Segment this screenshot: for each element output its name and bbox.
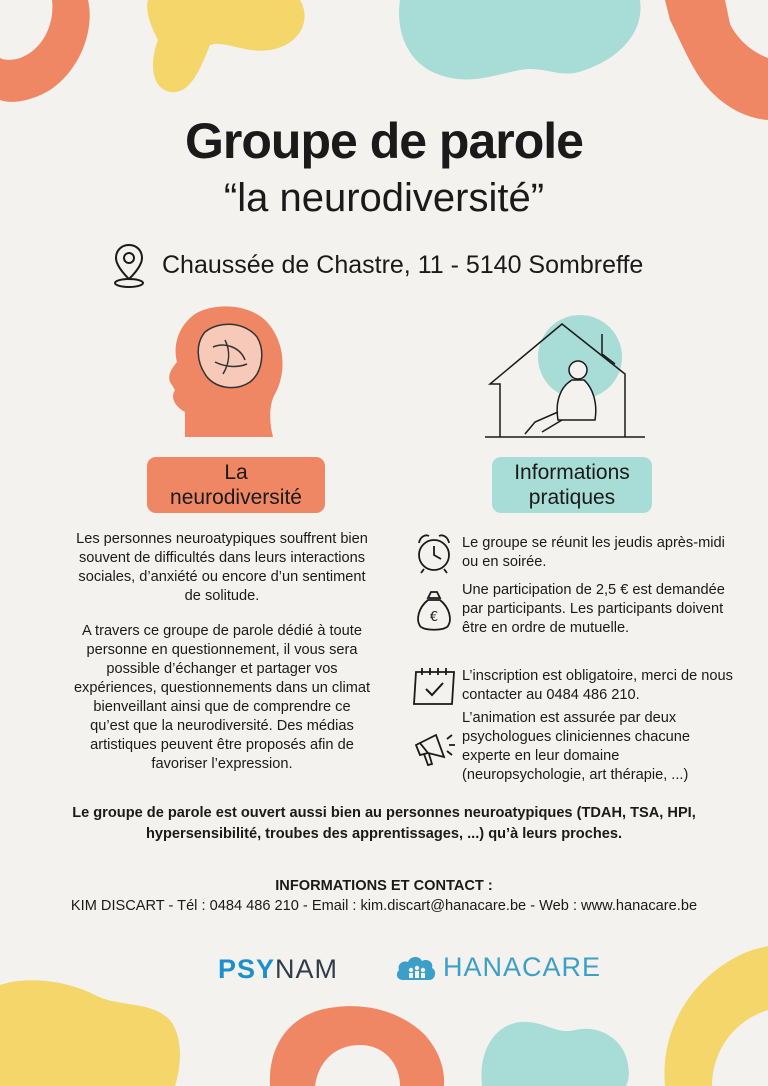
alarm-clock-icon xyxy=(410,529,460,577)
page-title: Groupe de parole xyxy=(185,113,583,169)
contact-title: INFORMATIONS ET CONTACT : xyxy=(275,878,493,894)
megaphone-icon xyxy=(410,723,460,771)
info-text-schedule: Le groupe se réunit les jeudis après-midi ou en soirée. xyxy=(462,535,725,570)
money-bag-icon xyxy=(410,586,460,634)
info-item-animation xyxy=(410,709,740,785)
house-illustration xyxy=(480,302,650,442)
info-text-registration: L’inscription est obligatoire, merci de nous contacter au 0484 486 210. xyxy=(462,668,733,703)
badge-informations-pratiques xyxy=(492,457,652,513)
yellow-leaf-top xyxy=(147,0,304,92)
teal-blob-bottom xyxy=(481,1022,628,1086)
badge-right-line1: Informations xyxy=(514,461,630,484)
hanacare-logo xyxy=(395,950,601,984)
info-item-fee xyxy=(410,581,740,638)
info-item-schedule xyxy=(410,529,740,577)
hanacare-logo-text: HANACARE xyxy=(443,951,602,982)
badge-left-line2: neurodiversité xyxy=(170,486,302,509)
info-text-animation: L’animation est assurée par deux psychologues cliniciennes chacune experte en leur domaine (neuropsychologie, art thérapie, ...) xyxy=(462,710,690,783)
badge-right-line2: pratiques xyxy=(528,486,616,509)
head-illustration xyxy=(165,302,290,442)
address-text: Chaussée de Chastre, 11 - 5140 Sombreffe xyxy=(162,250,644,279)
left-description xyxy=(72,530,372,790)
location-pin-icon xyxy=(110,241,148,289)
psynam-logo xyxy=(218,954,338,985)
audience-note: Le groupe de parole est ouvert aussi bien au personnes neuroatypiques (TDAH, TSA, HPI, hypersensibilité, troubes des apprentissages, ...) qu’à leurs proches. xyxy=(72,805,696,842)
info-text-fee: Une participation de 2,5 € est demandée par participants. Les participants doivent être en ordre de mutuelle. xyxy=(462,582,725,636)
paragraph-1: Les personnes neuroatypiques souffrent bien souvent de difficultés dans leurs interactions sociales, d’anxiété ou encore d’un sentiment de solitude. xyxy=(76,531,368,604)
teal-blob-top xyxy=(399,0,640,79)
badge-neurodiversite xyxy=(147,457,325,513)
page-subtitle: “la neurodiversité” xyxy=(223,176,545,220)
yellow-blob-bottom-left xyxy=(0,980,180,1086)
hanacare-cloud-icon xyxy=(395,950,437,984)
info-item-registration xyxy=(410,662,740,710)
badge-left-line1: La xyxy=(224,461,248,484)
paragraph-2: A travers ce groupe de parole dédié à toute personne en questionnement, il vous sera possible d’échanger et partager vos expériences, questionnements dans un climat bienveillant ainsi que de comprendre ce qu’est que la neurodiversité. Des médias artistiques peuvent être proposés afin de favoriser l’expression. xyxy=(73,623,371,772)
calendar-check-icon xyxy=(410,662,460,710)
psynam-logo-part1: PSY xyxy=(218,954,276,984)
svg-text:€: € xyxy=(429,609,439,625)
contact-line: KIM DISCART - Tél : 0484 486 210 - Email : kim.discart@hanacare.be - Web : www.hanacare.be xyxy=(70,898,698,914)
psynam-logo-part2: NAM xyxy=(275,954,339,984)
address-row xyxy=(110,240,643,290)
